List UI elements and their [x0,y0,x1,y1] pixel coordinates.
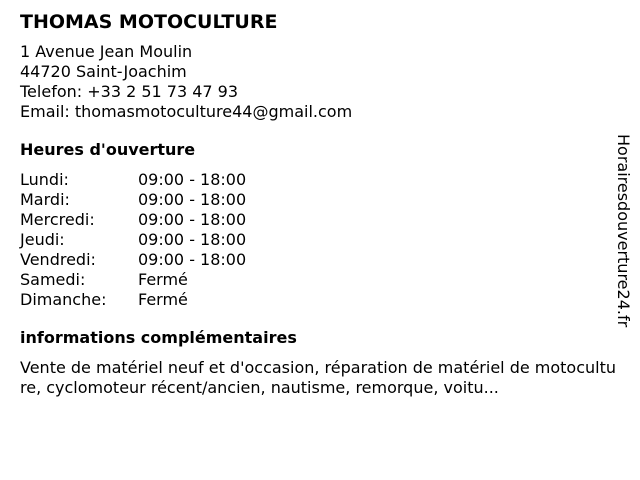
site-brand-link[interactable]: Horairesdouverture24.fr [614,134,633,328]
hours-day-label: Lundi: [20,170,69,189]
hours-time-value: Fermé [138,270,188,289]
hours-row-monday [20,170,600,190]
hours-row-friday [20,250,600,270]
hours-time-value: 09:00 - 18:00 [138,230,247,249]
opening-hours-heading: Heures d'ouverture [20,140,196,159]
address-line-2: 44720 Saint-Joachim [20,62,187,81]
hours-time-value: 09:00 - 18:00 [138,250,247,269]
hours-time-value: 09:00 - 18:00 [138,210,247,229]
phone-number[interactable]: Telefon: +33 2 51 73 47 93 [20,82,239,101]
hours-day-label: Jeudi: [20,230,65,249]
email-address[interactable]: Email: thomasmotoculture44@gmail.com [20,102,353,121]
hours-day-label: Samedi: [20,270,86,289]
business-name: THOMAS MOTOCULTURE [20,11,278,33]
opening-hours-table [20,170,600,310]
hours-time-value: Fermé [138,290,188,309]
hours-row-saturday [20,270,600,290]
hours-row-thursday [20,230,600,250]
additional-info-heading: informations complémentaires [20,328,297,347]
hours-row-sunday [20,290,600,310]
address-line-1: 1 Avenue Jean Moulin [20,42,193,61]
additional-info-text: Vente de matériel neuf et d'occasion, réparation de matériel de motoculture, cyclomoteur récent/ancien, nautisme, remorque, voitu... [20,358,617,397]
business-card [20,10,617,398]
hours-time-value: 09:00 - 18:00 [138,190,247,209]
hours-day-label: Mardi: [20,190,70,209]
hours-row-tuesday [20,190,600,210]
hours-day-label: Mercredi: [20,210,95,229]
hours-day-label: Dimanche: [20,290,107,309]
hours-day-label: Vendredi: [20,250,96,269]
hours-row-wednesday [20,210,600,230]
hours-time-value: 09:00 - 18:00 [138,170,247,189]
